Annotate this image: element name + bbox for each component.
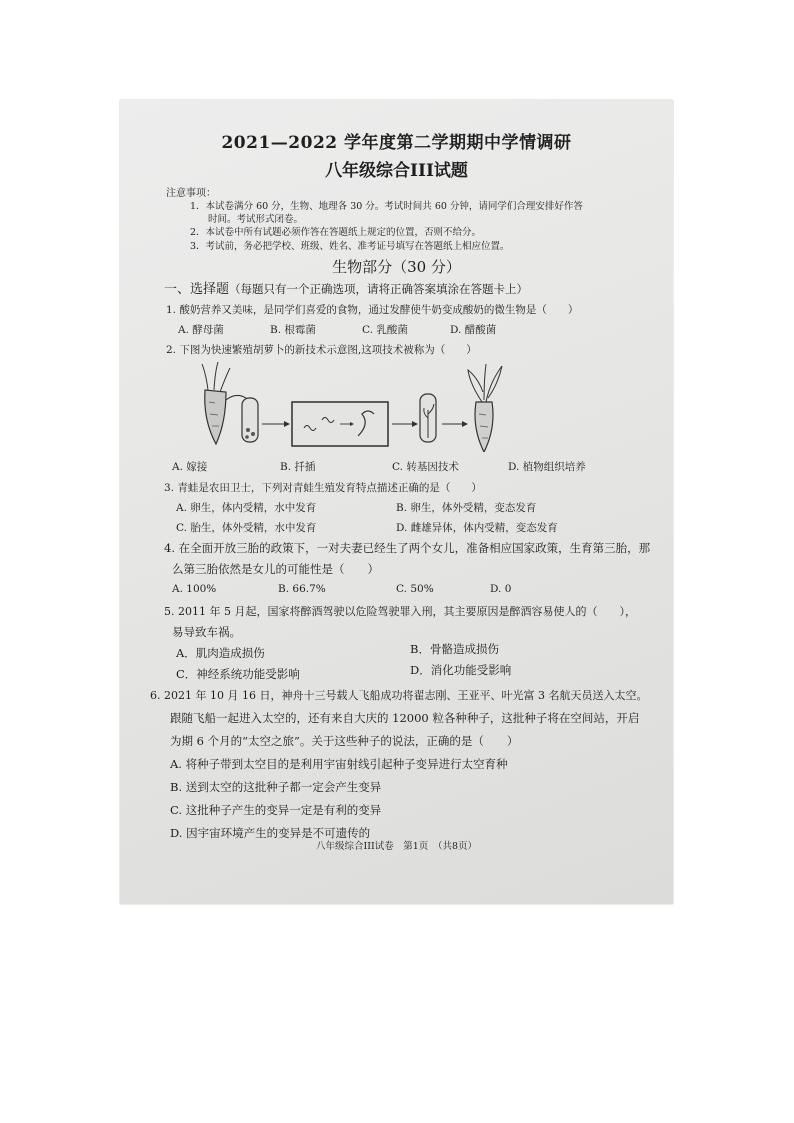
exam-title: 2021—2022 学年度第二学期期中学情调研	[221, 133, 572, 153]
option: B. 送到太空的这批种子都一定会产生变异	[170, 780, 382, 794]
note-item: 1．本试卷满分 60 分，生物、地理各 30 分。考试时间共 60 分钟，请同学们合理安排好作答	[190, 201, 583, 212]
part-title: 一、选择题	[164, 282, 230, 297]
question-stem: 2. 下图为快速繁殖胡萝卜的新技术示意图,这项技术被称为（ ）	[166, 344, 477, 356]
option: A. 将种子带到太空目的是利用宇宙射线引起种子变异进行太空育种	[170, 757, 508, 771]
note-item: 3．考试前，务必把学校、班级、姓名、准考证号填写在答题纸上相应位置。	[190, 241, 510, 252]
part-heading	[164, 278, 528, 297]
option: C. 胎生，体外受精，水中发育	[176, 522, 317, 534]
question-stem: 1. 酸奶营养又美味，是同学们喜爱的食物，通过发酵使牛奶变成酸奶的微生物是（ ）	[166, 304, 579, 316]
option: D. 植物组织培养	[508, 461, 586, 473]
note-item: 2．本试卷中所有试题必须作答在答题纸上规定的位置，否则不给分。	[190, 227, 482, 238]
arrow-icon	[392, 421, 418, 427]
page-footer: 八年级综合III试卷 第1页 （共8页）	[315, 841, 478, 852]
question-stem: 么第三胎依然是女儿的可能性是（ ）	[172, 562, 379, 576]
carrot-icon	[202, 362, 230, 444]
option: A. 酵母菌	[178, 324, 224, 336]
option: D. 醋酸菌	[450, 324, 497, 336]
carrot-tissue-culture-diagram	[200, 362, 560, 452]
note-item: 时间。考试形式闭卷。	[208, 214, 304, 225]
option: A．肌肉造成损伤	[176, 646, 265, 660]
option: D. 0	[490, 583, 512, 595]
question-stem: 5. 2011 年 5 月起，国家将醉酒驾驶以危险驾驶罪入刑，其主要原因是醉酒容易使人的（ ），	[164, 605, 636, 618]
option: B．骨骼造成损伤	[410, 642, 499, 656]
notes-heading: 注意事项：	[166, 188, 216, 199]
option: A. 100%	[172, 583, 217, 595]
option: D. 因宇宙环境产生的变异是不可遗传的	[170, 826, 371, 840]
option: C．神经系统功能受影响	[176, 667, 300, 681]
seedling-tube-icon	[420, 394, 436, 442]
question-stem: 为期 6 个月的“太空之旅”。关于这些种子的说法，正确的是（ ）	[170, 734, 519, 748]
question-stem: 3. 青蛙是农田卫士，下列对青蛙生殖发育特点描述正确的是（ ）	[164, 482, 482, 494]
curve-arrow	[226, 395, 246, 400]
option: B. 66.7%	[278, 583, 326, 595]
question-stem: 易导致车祸。	[172, 625, 241, 639]
question-stem: 6. 2021 年 10 月 16 日，神舟十三号载人飞船成功将翟志刚、王亚平、叶光富 3 名航天员送入太空。	[150, 689, 648, 702]
exam-subtitle: 八年级综合III试题	[325, 161, 468, 181]
section-title: 生物部分（30 分）	[332, 258, 461, 276]
option: B. 根霉菌	[270, 324, 316, 336]
option: B. 卵生，体外受精，变态发育	[396, 502, 537, 514]
question-stem: 4. 在全面开放三胎的政策下，一对夫妻已经生了两个女儿，准备相应国家政策，生育第三胎，那	[164, 541, 651, 555]
option: D．消化功能受影响	[410, 663, 512, 677]
part-note: （每题只有一个正确选项，请将正确答案填涂在答题卡上）	[229, 282, 529, 296]
test-tube-icon	[242, 398, 258, 442]
mature-carrot-icon	[468, 364, 502, 452]
culture-dish-icon	[292, 402, 388, 446]
question-stem: 跟随飞船一起进入太空的，还有来自大庆的 12000 粒各种种子，这批种子将在空间站，开启	[170, 711, 640, 725]
option: A. 卵生，体内受精，水中发育	[176, 502, 317, 514]
option: D. 雌雄异体，体内受精，变态发育	[396, 522, 558, 534]
exam-page	[120, 100, 673, 904]
arrow-icon	[442, 421, 468, 427]
option: C. 50%	[396, 583, 434, 595]
option: C. 乳酸菌	[362, 324, 408, 336]
option: C. 转基因技术	[392, 461, 459, 473]
option: C. 这批种子产生的变异一定是有利的变异	[170, 803, 382, 817]
arrow-icon	[262, 421, 290, 427]
option: B. 扦插	[280, 461, 316, 473]
option: A. 嫁接	[172, 461, 208, 473]
